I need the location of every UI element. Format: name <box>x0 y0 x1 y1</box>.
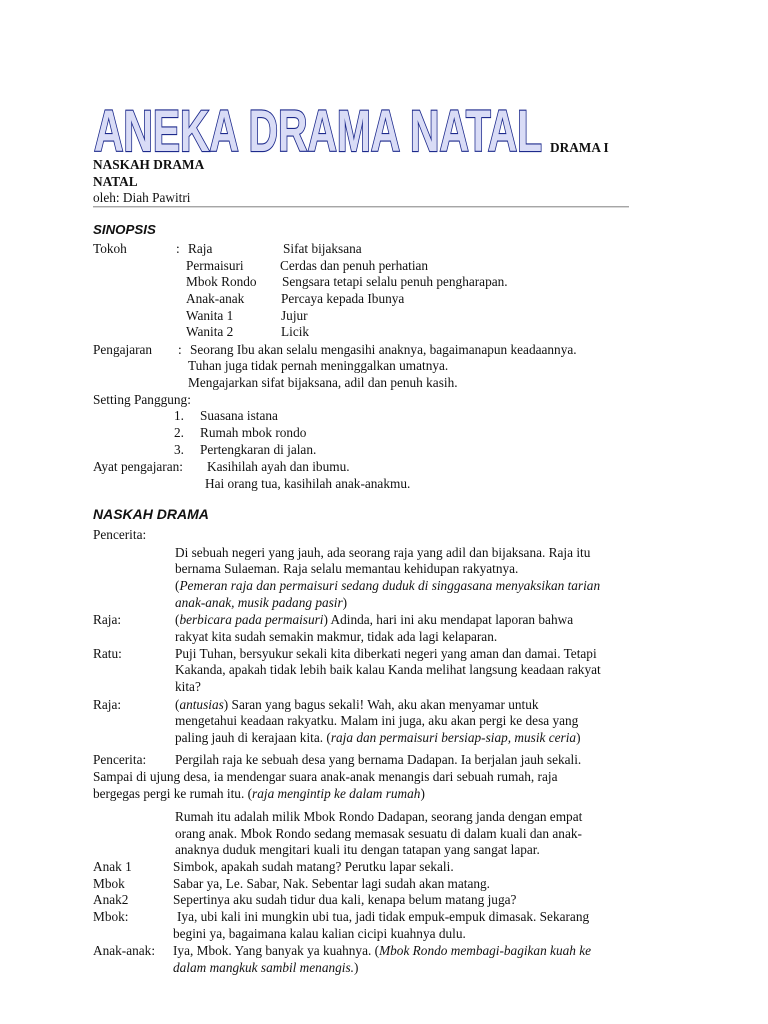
dialog-line: Iya, ubi kali ini mungkin ubi tua, jadi tidak empuk-empuk dimasak. Sekarang <box>177 909 590 924</box>
character-trait: Licik <box>281 324 310 339</box>
pengajaran-line: Tuhan juga tidak pernah meninggalkan umatnya. <box>188 358 449 373</box>
narration-line: Pergilah raja ke sebuah desa yang bernama Dadapan. Ia berjalan jauh sekali. <box>175 752 582 767</box>
stage-direction: anak-anak, musik padang pasir) <box>175 595 348 610</box>
narration-line: bernama Sulaeman. Raja selalu memantau kehidupan rakyatnya. <box>175 561 519 576</box>
stage-direction-text: Pemeran raja dan permaisuri sedang duduk di singgasana menyaksikan tarian <box>179 578 601 593</box>
speaker-raja: Raja: <box>93 612 122 627</box>
character-trait: Percaya kepada Ibunya <box>281 291 405 306</box>
speaker-raja: Raja: <box>93 697 122 712</box>
dialog-text: Saran yang bagus sekali! Wah, aku akan menyamar untuk <box>231 697 539 712</box>
pengajaran-colon: : <box>178 342 182 357</box>
dialog-text: Iya, Mbok. Yang banyak ya kuahnya. <box>173 943 372 958</box>
dialog-line: Simbok, apakah sudah matang? Perutku lapar sekali. <box>173 859 454 874</box>
wordart-title-text: ANEKA DRAMA NATAL <box>94 99 542 157</box>
narration-line: Sampai di ujung desa, ia mendengar suara anak-anak menangis dari sebuah rumah, raja <box>93 769 558 784</box>
header-rule <box>93 206 629 208</box>
pengajaran-label: Pengajaran <box>93 342 153 357</box>
pencerita-label: Pencerita: <box>93 527 147 542</box>
dialog-line: paling jauh di kerajaan kita. (raja dan permaisuri bersiap-siap, musik ceria) <box>175 730 581 745</box>
dialog-line: mengetahui keadaan rakyatku. Malam ini juga, aku akan pergi ke desa yang <box>175 713 579 728</box>
narration-line: Rumah itu adalah milik Mbok Rondo Dadapan, seorang janda dengan empat <box>175 809 583 824</box>
dialog-line: dalam mangkuk sambil menangis.) <box>173 960 359 975</box>
character-name: Mbok Rondo <box>186 274 257 289</box>
dialog-line: Iya, Mbok. Yang banyak ya kuahnya. (Mbok Rondo membagi-bagikan kuah ke <box>173 943 592 958</box>
character-name: Wanita 1 <box>186 308 234 323</box>
dialog-line: begini ya, bagaimana kalau kalian cicipi kuahnya dulu. <box>173 926 466 941</box>
dialog-line: Sepertinya aku sudah tidur dua kali, kenapa belum matang juga? <box>173 892 517 907</box>
dialog-line: (antusias) Saran yang bagus sekali! Wah, aku akan menyamar untuk <box>175 697 539 712</box>
narration-text: bergegas pergi ke rumah itu. <box>93 786 245 801</box>
character-trait: Sengsara tetapi selalu penuh pengharapan. <box>282 274 508 289</box>
speaker-anak-anak: Anak-anak: <box>93 943 156 958</box>
drama-label: DRAMA I <box>550 140 609 155</box>
dialog-line: Kakanda, apakah tidak lebih baik kalau Kanda melihat langsung keadaan rakyat <box>175 662 601 677</box>
ayat-line: Kasihilah ayah dan ibumu. <box>207 459 350 474</box>
setting-item: Rumah mbok rondo <box>200 425 307 440</box>
character-name: Permaisuri <box>186 258 244 273</box>
character-trait: Sifat bijaksana <box>283 241 362 256</box>
ayat-label: Ayat pengajaran: <box>93 459 183 474</box>
character-trait: Cerdas dan penuh perhatian <box>280 258 429 273</box>
setting-number: 1. <box>174 408 184 423</box>
dialog-text: paling jauh di kerajaan kita. <box>175 730 324 745</box>
narration-line: orang anak. Mbok Rondo sedang memasak sesuatu di dalam kuali dan anak- <box>175 826 582 841</box>
doc-title-line-1: NASKAH DRAMA <box>93 157 205 172</box>
naskah-heading: NASKAH DRAMA <box>93 506 209 522</box>
dialog-text: Adinda, hari ini aku mendapat laporan bahwa <box>330 612 574 627</box>
speaker-ratu: Ratu: <box>93 646 122 661</box>
character-name: Raja <box>188 241 213 256</box>
stage-direction-text: raja dan permaisuri bersiap-siap, musik ceria <box>330 730 577 745</box>
dialog-line: kita? <box>175 679 201 694</box>
speaker-anak1: Anak 1 <box>93 859 132 874</box>
setting-number: 2. <box>174 425 184 440</box>
speaker-mbok: Mbok <box>93 876 125 891</box>
narration-line: bergegas pergi ke rumah itu. (raja mengintip ke dalam rumah) <box>93 786 425 801</box>
tokoh-colon: : <box>176 241 180 256</box>
stage-direction-text: berbicara pada permaisuri <box>179 612 324 627</box>
setting-item: Pertengkaran di jalan. <box>200 442 317 457</box>
wordart-title <box>90 93 550 157</box>
dialog-line: Puji Tuhan, bersyukur sekali kita diberkati negeri yang aman dan damai. Tetapi <box>175 646 597 661</box>
speaker-mbok: Mbok: <box>93 909 129 924</box>
character-name: Anak-anak <box>186 291 245 306</box>
speaker-anak2: Anak2 <box>93 892 129 907</box>
doc-title-line-2: NATAL <box>93 174 138 189</box>
dialog-line: (berbicara pada permaisuri) Adinda, hari ini aku mendapat laporan bahwa <box>175 612 574 627</box>
tokoh-label: Tokoh <box>93 241 127 256</box>
pencerita-label: Pencerita: <box>93 752 147 767</box>
stage-direction-text: anak-anak, musik padang pasir <box>175 595 343 610</box>
dialog-line: Sabar ya, Le. Sabar, Nak. Sebentar lagi sudah akan matang. <box>173 876 491 891</box>
narration-line: anaknya duduk mengitari kuali itu dengan tatapan yang sangat lapar. <box>175 842 540 857</box>
stage-direction-text: dalam mangkuk sambil menangis. <box>173 960 354 975</box>
narration-line: Di sebuah negeri yang jauh, ada seorang raja yang adil dan bijaksana. Raja itu <box>175 545 591 560</box>
sinopsis-heading: SINOPSIS <box>93 222 156 237</box>
pengajaran-line: Seorang Ibu akan selalu mengasihi anaknya, bagaimanapun keadaannya. <box>190 342 577 357</box>
ayat-line: Hai orang tua, kasihilah anak-anakmu. <box>205 476 411 491</box>
author-line: oleh: Diah Pawitri <box>93 190 191 205</box>
dialog-line: rakyat kita sudah semakin makmur, tidak ada lagi kelaparan. <box>175 629 498 644</box>
setting-label: Setting Panggung: <box>93 392 191 407</box>
character-name: Wanita 2 <box>186 324 234 339</box>
setting-number: 3. <box>174 442 184 457</box>
stage-direction-text: antusias <box>179 697 224 712</box>
stage-direction: (Pemeran raja dan permaisuri sedang duduk di singgasana menyaksikan tarian <box>175 578 601 593</box>
stage-direction-text: Mbok Rondo membagi-bagikan kuah ke <box>379 943 592 958</box>
setting-item: Suasana istana <box>200 408 278 423</box>
character-trait: Jujur <box>281 308 308 323</box>
pengajaran-line: Mengajarkan sifat bijaksana, adil dan penuh kasih. <box>188 375 458 390</box>
stage-direction-text: raja mengintip ke dalam rumah <box>252 786 421 801</box>
